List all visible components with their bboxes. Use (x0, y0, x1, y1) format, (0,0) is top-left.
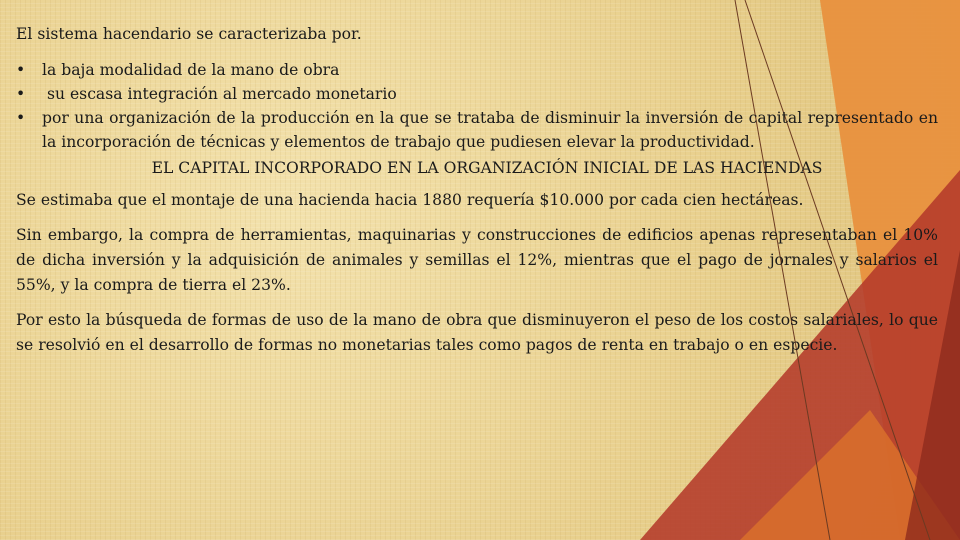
bullet-dot: • (16, 61, 26, 79)
paragraph: Se estimaba que el montaje de una hacienda hacia 1880 requería $10.000 por cada cien hectáreas. (16, 191, 804, 209)
bullet-item (16, 106, 938, 154)
bullet-text: la baja modalidad de la mano de obra (42, 61, 340, 79)
bullet-list (16, 58, 938, 154)
slide-content (16, 22, 938, 368)
intro-text: El sistema hacendario se caracterizaba por. (16, 25, 362, 43)
bullet-text: por una organización de la producción en la que se trataba de disminuir la inversión de capital representado en la incorporación de técnicas y elementos de trabajo que pudiesen elevar la productividad. (42, 109, 938, 151)
bullet-dot: • (16, 109, 26, 127)
bullet-item (16, 82, 938, 106)
bullet-text: su escasa integración al mercado monetario (42, 85, 397, 103)
paragraph: Por esto la búsqueda de formas de uso de la mano de obra que disminuyeron el peso de los costos salariales, lo que se resolvió en el desarrollo de formas no monetarias tales como pagos de renta en trabajo o en especie. (16, 311, 938, 354)
section-heading: EL CAPITAL INCORPORADO EN LA ORGANIZACIÓN INICIAL DE LAS HACIENDAS (151, 159, 823, 177)
bullet-dot: • (16, 85, 26, 103)
paragraph: Sin embargo, la compra de herramientas, maquinarias y construcciones de edificios apenas representaban el 10% de dicha inversión y la adquisición de animales y semillas el 12%, mientras que el pago de jornales y salarios el 55%, y la compra de tierra el 23%. (16, 226, 938, 294)
bullet-item (16, 58, 938, 82)
